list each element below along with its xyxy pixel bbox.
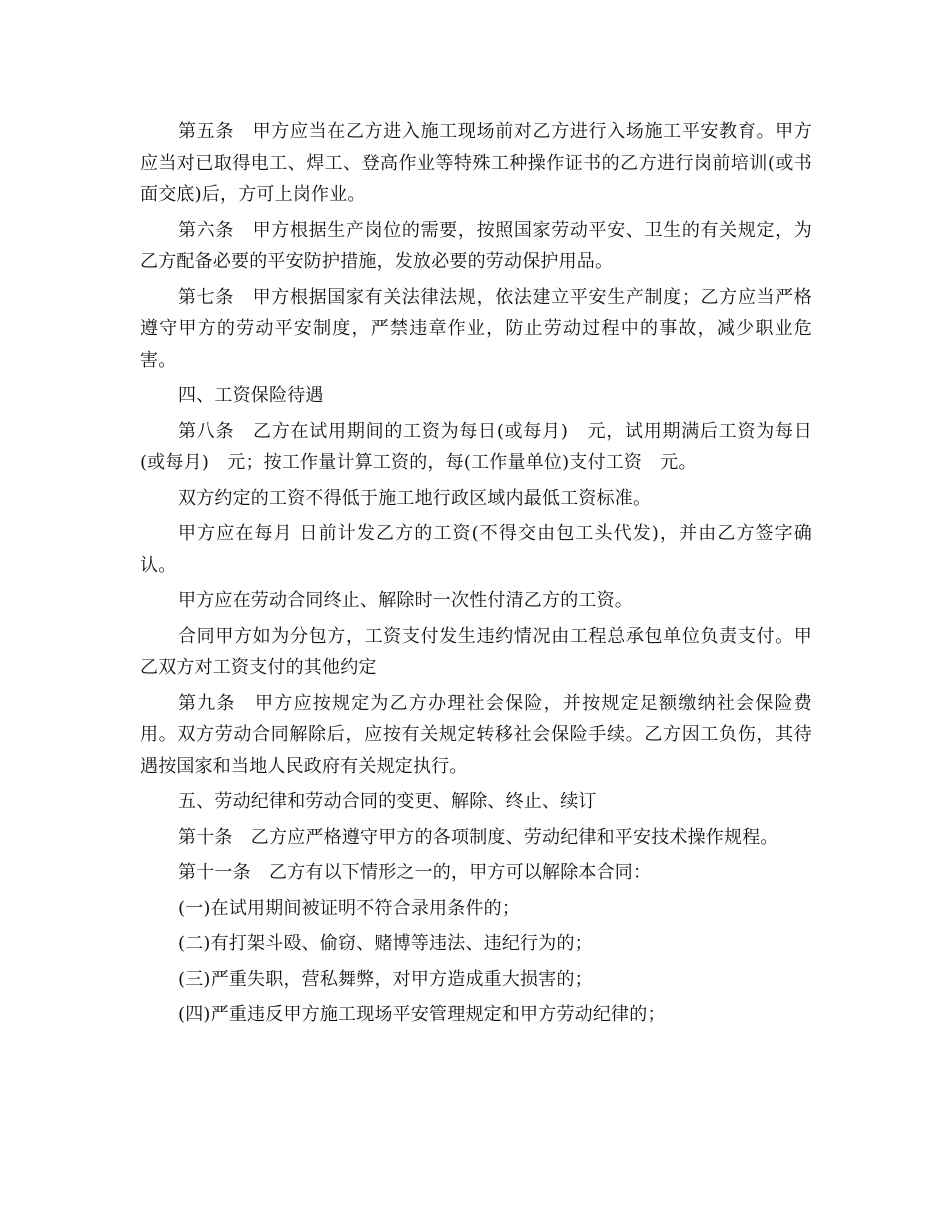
article-10: 第十条 乙方应严格遵守甲方的各项制度、劳动纪律和平安技术操作规程。 <box>178 826 779 848</box>
subcontractor-wage-clause: 合同甲方如为分包方，工资支付发生违约情况由工程总承包单位负责支付。甲乙双方对工资支付的其他约定 <box>140 625 812 678</box>
article-5: 第五条 甲方应当在乙方进入施工现场前对乙方进行入场施工平安教育。甲方应当对已取得电工、焊工、登高作业等特殊工种操作证书的乙方进行岗前培训(或书面交底)后，方可上岗作业。 <box>140 121 812 205</box>
article-6: 第六条 甲方根据生产岗位的需要，按照国家劳动平安、卫生的有关规定，为乙方配备必要的平安防护措施，发放必要的劳动保护用品。 <box>140 219 812 272</box>
document-body <box>140 116 812 1035</box>
article-9: 第九条 甲方应按规定为乙方办理社会保险，并按规定足额缴纳社会保险费用。双方劳动合同解除后，应按有关规定转移社会保险手续。乙方因工负伤，其待遇按国家和当地人民政府有关规定执行。 <box>140 692 812 777</box>
wage-minimum-clause: 双方约定的工资不得低于施工地行政区域内最低工资标准。 <box>178 487 652 509</box>
article-11: 第十一条 乙方有以下情形之一的，甲方可以解除本合同： <box>178 862 652 883</box>
section-heading-wages: 四、工资保险待遇 <box>178 385 324 406</box>
article-11-item-2: (二)有打架斗殴、偷窃、赌博等违法、违纪行为的； <box>178 933 593 954</box>
article-8: 第八条 乙方在试用期间的工资为每日(或每月) 元，试用期满后工资为每日(或每月) 元；按工作量计算工资的，每(工作量单位)支付工资 元。 <box>140 420 812 473</box>
wage-payment-date-clause: 甲方应在每月 日前计发乙方的工资(不得交由包工头代发)，并由乙方签字确认。 <box>140 523 812 576</box>
article-7: 第七条 甲方根据国家有关法律法规，依法建立平安生产制度；乙方应当严格遵守甲方的劳动平安制度，严禁违章作业，防止劳动过程中的事故，减少职业危害。 <box>140 286 812 371</box>
article-11-item-1: (一)在试用期间被证明不符合录用条件的； <box>178 897 521 919</box>
article-11-item-3: (三)严重失职，营私舞弊，对甲方造成重大损害的； <box>178 968 593 990</box>
section-heading-discipline: 五、劳动纪律和劳动合同的变更、解除、终止、续订 <box>178 791 597 812</box>
article-11-item-4: (四)严重违反甲方施工现场平安管理规定和甲方劳动纪律的； <box>178 1004 666 1025</box>
wage-settlement-clause: 甲方应在劳动合同终止、解除时一次性付清乙方的工资。 <box>178 590 633 611</box>
